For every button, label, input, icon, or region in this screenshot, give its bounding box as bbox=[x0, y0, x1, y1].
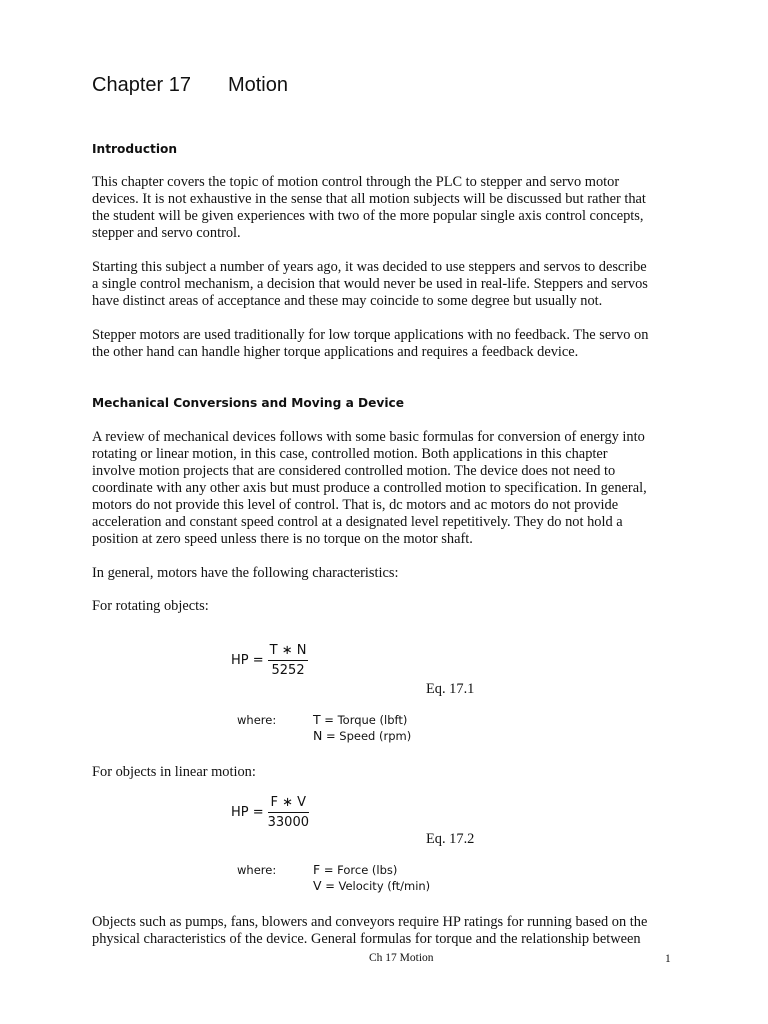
where-label: where: bbox=[237, 863, 277, 877]
equation-denominator: 5252 bbox=[271, 663, 305, 678]
equation-17-1 bbox=[231, 643, 308, 678]
equation-lhs: HP = bbox=[231, 805, 264, 820]
mechanical-heading: Mechanical Conversions and Moving a Device bbox=[92, 396, 405, 410]
chapter-name: Motion bbox=[227, 74, 288, 96]
text-line: physical characteristics of the device. General formulas for torque and the relationship between bbox=[92, 931, 641, 947]
definition-text: = Torque (lbft) bbox=[320, 713, 408, 727]
text-line: A review of mechanical devices follows with some basic formulas for conversion of energy into bbox=[92, 429, 645, 445]
definition-speed bbox=[313, 728, 411, 744]
closing-paragraph bbox=[92, 914, 702, 948]
text-line: This chapter covers the topic of motion control through the PLC to stepper and servo motor bbox=[92, 174, 620, 190]
equation-17-1-definitions bbox=[313, 712, 411, 744]
text-line: the student will be given experiences with two of the more popular single axis control concepts, bbox=[92, 208, 644, 224]
mechanical-paragraph-1 bbox=[92, 429, 702, 548]
intro-paragraph-1 bbox=[92, 174, 702, 242]
equation-numerator: T ∗ N bbox=[268, 643, 309, 661]
symbol: F bbox=[313, 862, 321, 877]
definition-text: = Force (lbs) bbox=[320, 863, 398, 877]
symbol: V bbox=[313, 878, 322, 893]
footer-label: Ch 17 Motion bbox=[369, 952, 434, 964]
text-line: motors do not provide this level of control. That is, dc motors and ac motors do not provide bbox=[92, 497, 619, 513]
equation-fraction bbox=[268, 795, 309, 830]
text-line: position at zero speed unless there is no torque on the motor shaft. bbox=[92, 531, 473, 547]
equation-numerator: F ∗ V bbox=[268, 795, 309, 813]
where-label: where: bbox=[237, 713, 277, 727]
intro-paragraph-3 bbox=[92, 327, 702, 361]
text-line: Objects such as pumps, fans, blowers and conveyors require HP ratings for running based on the bbox=[92, 914, 648, 930]
text-line: involve motion projects that are considered controlled motion. The device does not need to bbox=[92, 463, 616, 479]
intro-paragraph-2 bbox=[92, 259, 702, 310]
text-line: Starting this subject a number of years ago, it was decided to use steppers and servos to describe bbox=[92, 259, 647, 275]
definition-text: = Speed (rpm) bbox=[322, 729, 412, 743]
introduction-heading: Introduction bbox=[92, 142, 178, 156]
text-line: Stepper motors are used traditionally for low torque applications with no feedback. The servo on bbox=[92, 327, 649, 343]
text-line: have distinct areas of acceptance and these may coincide to some degree but usually not. bbox=[92, 293, 603, 309]
text-line: a single control mechanism, a decision that would never be used in real-life. Steppers and servos bbox=[92, 276, 648, 292]
equation-17-2-definitions bbox=[313, 862, 430, 894]
text-line: stepper and servo control. bbox=[92, 225, 241, 241]
text-line: devices. It is not exhaustive in the sense that all motion subjects will be discussed but rather that bbox=[92, 191, 646, 207]
mechanical-paragraph-2: In general, motors have the following characteristics: bbox=[92, 565, 399, 581]
definition-torque bbox=[313, 712, 411, 728]
symbol: T bbox=[313, 712, 321, 727]
text-line: rotating or linear motion, in this case, controlled motion. Both applications in this chapter bbox=[92, 446, 608, 462]
symbol: N bbox=[313, 728, 323, 743]
definition-velocity bbox=[313, 878, 430, 894]
equation-fraction bbox=[268, 643, 309, 678]
text-line: the other hand can handle higher torque applications and requires a feedback device. bbox=[92, 344, 579, 360]
rotating-objects-label: For rotating objects: bbox=[92, 598, 209, 614]
equation-17-2 bbox=[231, 795, 309, 830]
text-line: coordinate with any other axis but must produce a controlled motion to specification. In general, bbox=[92, 480, 647, 496]
definition-force bbox=[313, 862, 430, 878]
equation-denominator: 33000 bbox=[267, 815, 309, 830]
equation-number-17-1: Eq. 17.1 bbox=[426, 681, 475, 697]
equation-lhs: HP = bbox=[231, 653, 264, 668]
definition-text: = Velocity (ft/min) bbox=[321, 879, 431, 893]
chapter-label: Chapter 17 bbox=[92, 74, 191, 96]
equation-number-17-2: Eq. 17.2 bbox=[426, 831, 475, 847]
text-line: acceleration and constant speed control at a designated level repetitively. They do not hold a bbox=[92, 514, 623, 530]
linear-objects-label: For objects in linear motion: bbox=[92, 764, 256, 780]
chapter-title bbox=[92, 74, 288, 97]
page-number: 1 bbox=[665, 953, 671, 965]
